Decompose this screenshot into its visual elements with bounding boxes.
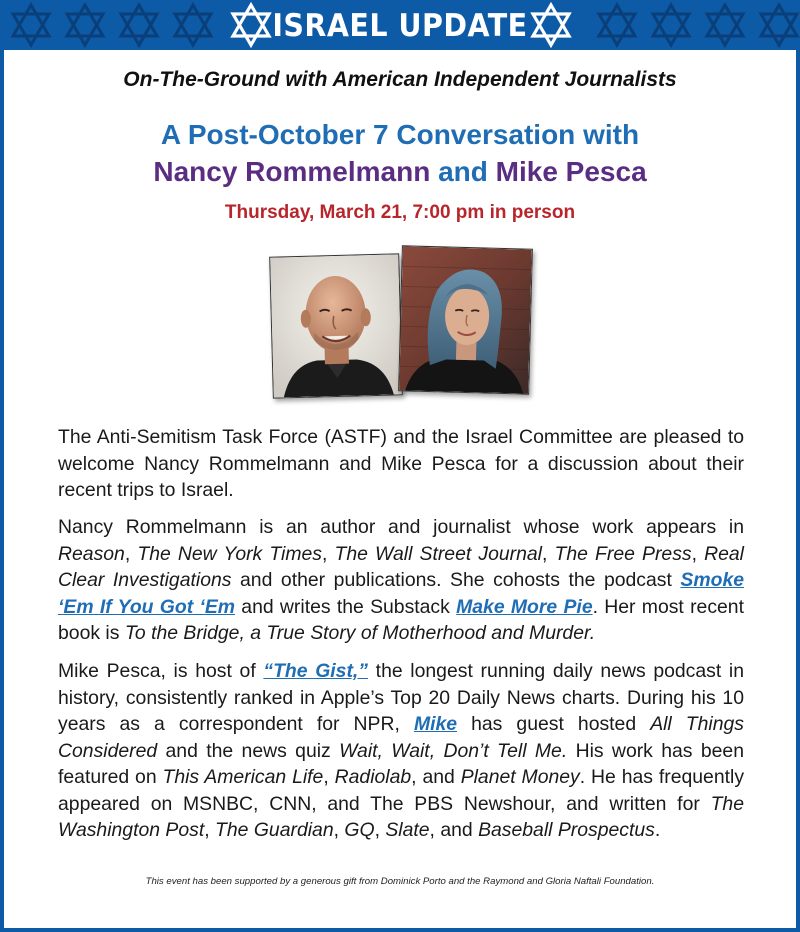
text: and other publications. She cohosts the podcast <box>231 569 681 591</box>
text: , <box>322 542 335 565</box>
text: , <box>333 819 345 841</box>
text: , <box>541 542 555 565</box>
text: , <box>374 819 386 841</box>
event-dateline: Thursday, March 21, 7:00 pm in person <box>224 202 576 223</box>
sponsor-footnote: This event has been supported by a generous gift from Dominick Porto and the Raymond and Gloria Naftali Foundation. <box>145 876 655 887</box>
text: His work has been featured on <box>58 739 744 788</box>
photo-mike-pesca <box>269 253 403 398</box>
show-title: All Things Considered <box>58 713 744 762</box>
text: . <box>654 819 661 841</box>
banner <box>0 0 800 50</box>
text: . Her most recent book is <box>58 595 744 644</box>
show-title: This American Life <box>162 766 324 788</box>
make-more-pie-link[interactable]: Make More Pie <box>456 595 593 618</box>
text: , <box>691 542 705 565</box>
text: the longest running daily news podcast in history, consistently ranked in Apple’s Top 20 Daily News charts. During his 10 years as a correspondent for NPR, <box>58 660 744 735</box>
headline-line1: A Post-October 7 Conversation with <box>160 119 640 150</box>
smoke-em-podcast-link[interactable]: Smoke ‘Em If You Got ‘Em <box>58 569 745 618</box>
text: , <box>323 766 335 788</box>
text: , <box>124 542 138 565</box>
text: , <box>204 819 216 841</box>
publication-free-press: The Free Press <box>554 542 692 565</box>
subtitle: On-The-Ground with American Independent Journalists <box>123 68 677 91</box>
intro-paragraph: The Anti-Semitism Task Force (ASTF) and the Israel Committee are pleased to welcome Nancy Rommelmann and Mike Pesca for a discussion about their recent trips to Israel. <box>58 426 744 501</box>
text: . He has frequently appeared on MSNBC, CNN, and The PBS Newshour, and written for <box>58 766 745 815</box>
publication-title: The Washington Post <box>58 792 744 841</box>
text: and the news quiz <box>157 739 340 762</box>
show-title: Radiolab <box>334 766 412 788</box>
mike-bio-paragraph <box>58 658 744 844</box>
show-title: Wait, Wait, Don’t Tell Me. <box>339 739 568 762</box>
photo-nancy-rommelmann <box>398 245 533 394</box>
text: has guest hosted <box>457 713 651 735</box>
banner-title: ISRAEL UPDATE <box>272 8 528 44</box>
text: Nancy Rommelmann is an author and journalist whose work appears in <box>58 516 744 538</box>
speaker-name-mike: Mike Pesca <box>495 156 647 187</box>
text: Mike Pesca, is host of <box>58 660 264 682</box>
text: , and <box>429 819 479 841</box>
text: , and <box>411 766 461 788</box>
show-title: Planet Money <box>460 766 580 788</box>
publication-nyt: The New York Times <box>137 542 322 565</box>
publication-reason: Reason <box>58 542 125 565</box>
mike-link[interactable]: Mike <box>413 713 458 735</box>
headline-line2 <box>0 153 800 190</box>
publication-title: GQ <box>344 819 375 841</box>
publication-wsj: The Wall Street Journal <box>334 542 542 565</box>
headline <box>0 116 800 190</box>
publication-title: Baseball Prospectus <box>478 819 655 841</box>
publication-title: Slate <box>385 819 430 841</box>
nancy-bio-paragraph <box>58 514 744 647</box>
speaker-name-nancy: Nancy Rommelmann <box>153 156 431 187</box>
text: and writes the Substack <box>235 595 457 618</box>
the-gist-link[interactable]: “The Gist,” <box>263 660 369 682</box>
publication-rci: Real Clear Investigations <box>58 542 744 591</box>
headline-and: and <box>438 156 488 187</box>
publication-title: The Guardian <box>215 819 334 841</box>
book-title: To the Bridge, a True Story of Motherhood and Murder. <box>124 622 596 644</box>
